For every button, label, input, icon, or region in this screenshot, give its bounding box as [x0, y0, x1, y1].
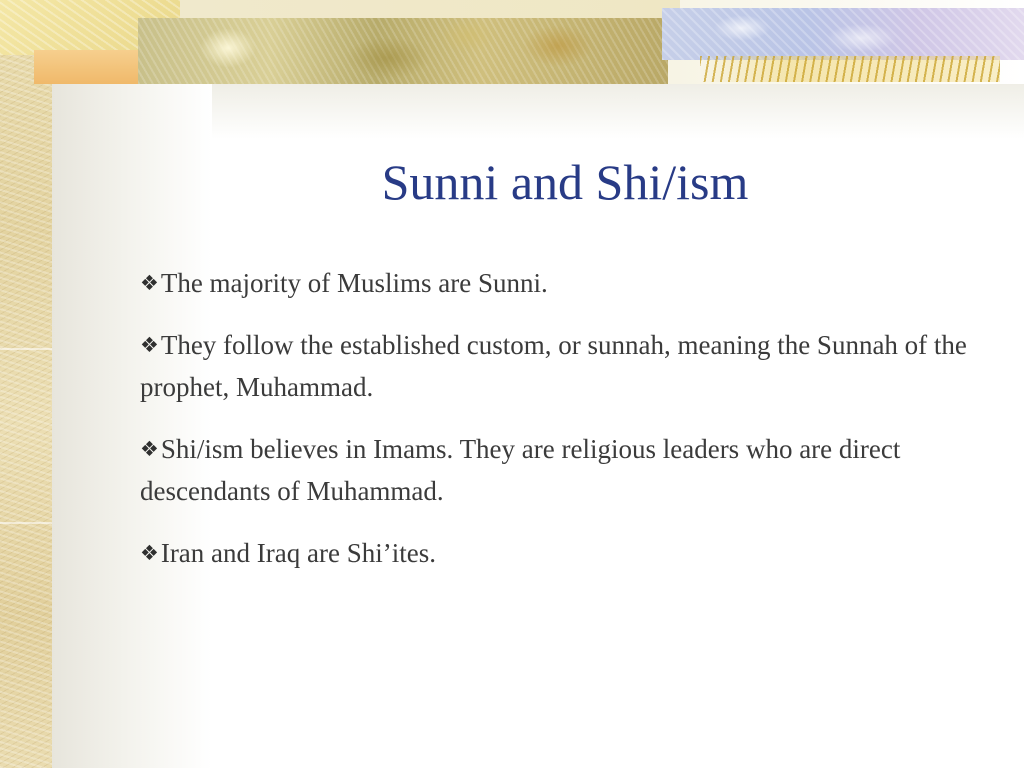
diamond-bullet-icon: ❖ [140, 333, 159, 357]
diamond-bullet-icon: ❖ [140, 437, 159, 461]
bullet-text: The majority of Muslims are Sunni. [160, 268, 548, 298]
bullet-item [140, 324, 990, 408]
diamond-bullet-icon: ❖ [140, 271, 159, 295]
bullet-item [140, 262, 990, 304]
banner-top-band [180, 0, 680, 20]
bullet-text: Shi/ism believes in Imams. They are religious leaders who are direct descendants of Muhammad. [140, 434, 901, 506]
strip-seam [0, 348, 52, 350]
bullet-item [140, 532, 990, 574]
bullet-item [140, 428, 990, 512]
bullet-text: Iran and Iraq are Shi’ites. [160, 538, 436, 568]
bullet-list [140, 262, 990, 594]
left-texture-strip [0, 0, 52, 768]
diamond-bullet-icon: ❖ [140, 541, 159, 565]
leaves-banner-icon [138, 18, 668, 84]
strip-seam [0, 522, 52, 524]
bullet-text: They follow the established custom, or sunnah, meaning the Sunnah of the prophet, Muhammad. [140, 330, 967, 402]
banner-blue-block [662, 8, 1024, 60]
slide-title: Sunni and Shi/ism [381, 154, 749, 210]
banner-straw-decoration [700, 56, 1000, 82]
banner-decoration [0, 0, 1024, 84]
